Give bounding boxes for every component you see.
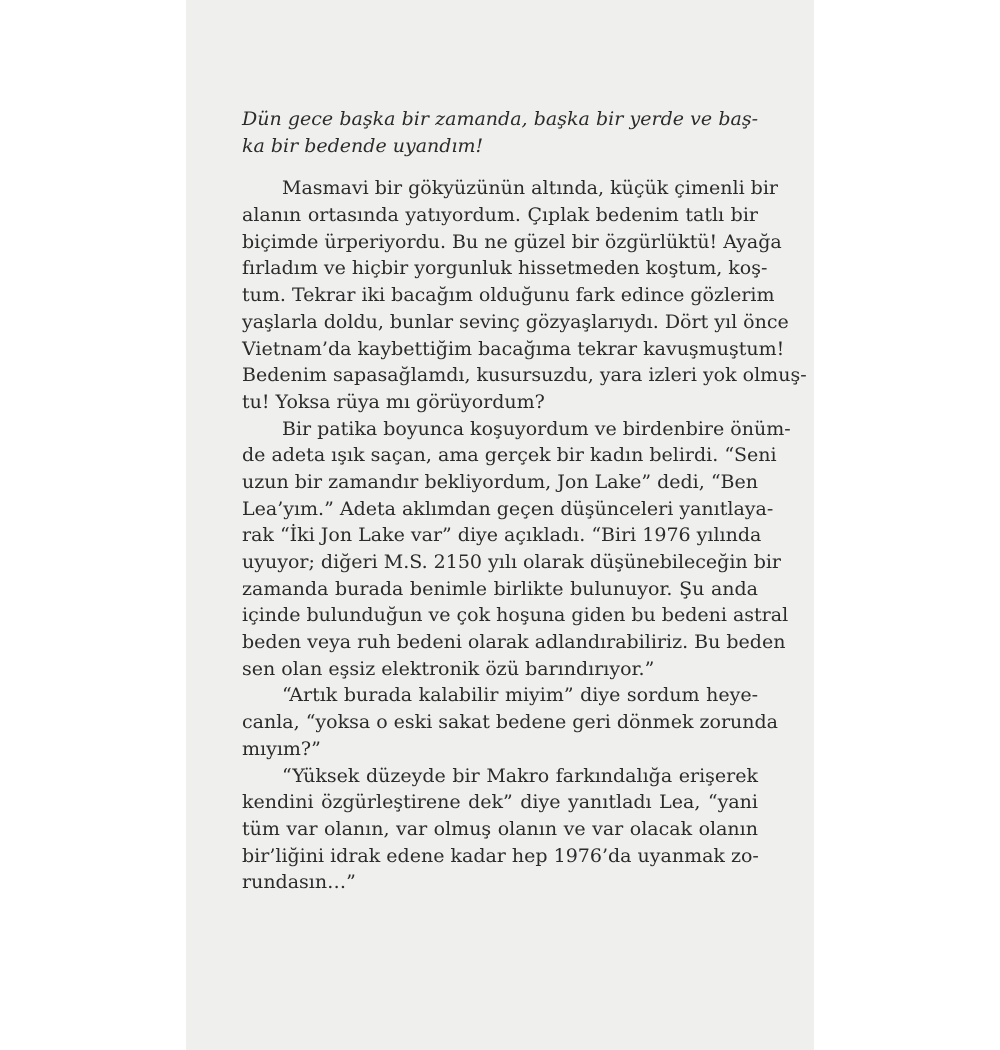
text-line: uyuyor; diğeri M.S. 2150 yılı olarak düşünebileceğin bir [242,551,782,573]
text-line: biçimde ürperiyordu. Bu ne güzel bir özgürlüktü! Ayağa [242,230,782,253]
text-line: Lea’yım.” Adeta aklımdan geçen düşünceleri yanıtlaya- [242,497,774,520]
text-line: yaşlarla doldu, bunlar sevinç gözyaşlarıydı. Dört yıl önce [242,310,789,333]
text-line: Bedenim sapasağlamdı, kusursuzdu, yara izleri yok olmuş- [242,364,807,387]
paragraph [242,682,778,762]
paragraph [242,175,807,415]
book-page [186,0,814,1050]
text-line: fırladım ve hiçbir yorgunluk hissetmeden koştum, koş- [242,257,768,280]
text-line: içinde bulunduğun ve çok hoşuna giden bu bedeni astral [242,604,789,627]
paragraph [242,416,791,683]
text-line: Bir patika boyunca koşuyordum ve birdenbire önüm- [282,417,791,440]
page-text [242,106,807,896]
text-line: alanın ortasında yatıyordum. Çıplak bedenim tatlı bir [242,204,758,227]
text-line: Dün gece başka bir zamanda, başka bir yerde ve baş- [242,108,758,130]
text-line: de adeta ışık saçan, ama gerçek bir kadın belirdi. “Seni [242,444,777,467]
text-line: canla, “yoksa o eski sakat bedene geri dönmek zorunda [242,711,778,734]
text-line: tüm var olanın, var olmuş olanın ve var olacak olanın [242,817,758,840]
text-line: tu! Yoksa rüya mı görüyordum? [242,390,545,413]
text-line: sen olan eşsiz elektronik özü barındırıyor.” [242,657,655,680]
text-line: tum. Tekrar iki bacağım olduğunu fark edince gözlerim [242,284,775,307]
intro-paragraph [242,106,758,159]
text-line: uzun bir zamandır bekliyordum, Jon Lake” dedi, “Ben [242,470,758,493]
paragraph [242,763,758,896]
text-line: beden veya ruh bedeni olarak adlandırabiliriz. Bu beden [242,631,786,654]
text-line: Vietnam’da kaybettiğim bacağıma tekrar kavuşmuştum! [242,337,785,360]
text-line: “Yüksek düzeyde bir Makro farkındalığa erişerek [282,764,758,787]
text-line: ka bir bedende uyandım! [242,134,484,157]
text-line: zamanda burada benimle birlikte bulunuyor. Şu anda [242,577,758,600]
text-line: mıyım?” [242,737,321,760]
text-line: bir’liğini idrak edene kadar hep 1976’da uyanmak zo- [242,844,759,867]
text-line: rak “İki Jon Lake var” diye açıkladı. “Biri 1976 yılında [242,524,762,547]
text-line: rundasın…” [242,871,356,894]
text-line: kendini özgürleştirene dek” diye yanıtladı Lea, “yani [242,791,758,814]
text-line: “Artık burada kalabilir miyim” diye sordum heye- [282,684,758,707]
text-line: Masmavi bir gökyüzünün altında, küçük çimenli bir [282,177,779,200]
